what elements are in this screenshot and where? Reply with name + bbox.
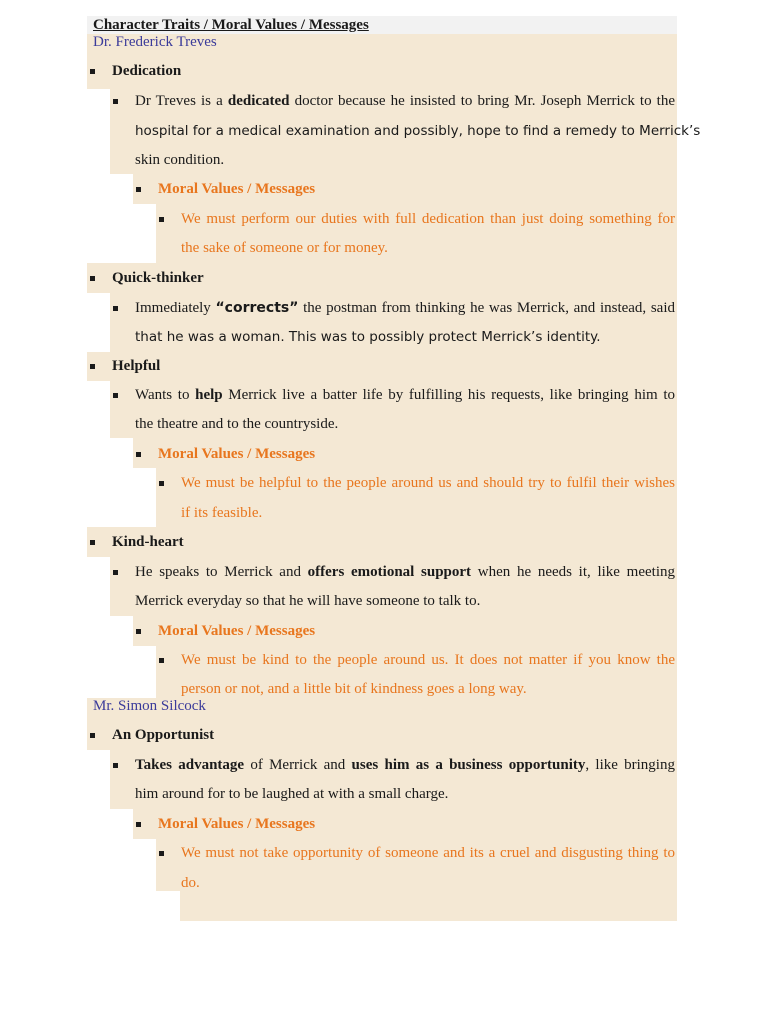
bullet-icon: [113, 763, 118, 768]
moral-message: We must perform our duties with full dedication than just doing something for: [181, 211, 675, 227]
shade-block: [180, 891, 677, 921]
bullet-icon: [113, 570, 118, 575]
moral-label: Moral Values / Messages: [158, 181, 316, 197]
moral-message-line: do.: [181, 875, 200, 891]
bullet-icon: [159, 217, 164, 222]
trait-label: An Opportunist: [112, 727, 215, 743]
trait-description-line: the theatre and to the countryside.: [135, 416, 339, 432]
moral-message-line: if its feasible.: [181, 505, 263, 521]
moral-message-line: the sake of someone or for money.: [181, 240, 388, 256]
bullet-icon: [136, 822, 141, 827]
trait-description-line: Merrick everyday so that he will have someone to talk to.: [135, 593, 481, 609]
trait-description-line: him around for to be laughed at with a small charge.: [135, 786, 449, 802]
bullet-icon: [90, 540, 95, 545]
bullet-icon: [90, 733, 95, 738]
moral-label: Moral Values / Messages: [158, 816, 316, 832]
bullet-icon: [90, 364, 95, 369]
moral-message-line: person or not, and a little bit of kindness goes a long way.: [181, 681, 527, 697]
trait-description: Takes advantage of Merrick and uses him as a business opportunity, like bringing: [135, 757, 675, 773]
moral-label: Moral Values / Messages: [158, 623, 316, 639]
trait-label: Quick-thinker: [112, 270, 204, 286]
trait-description-line: skin condition.: [135, 152, 225, 168]
moral-message: We must not take opportunity of someone and its a cruel and disgusting thing to: [181, 845, 675, 861]
section-heading: Mr. Simon Silcock: [93, 698, 206, 714]
bullet-icon: [136, 187, 141, 192]
trait-description: Wants to help Merrick live a batter life by fulfilling his requests, like bringing him to: [135, 387, 675, 403]
bullet-icon: [159, 851, 164, 856]
trait-label: Helpful: [112, 358, 161, 374]
bullet-icon: [113, 306, 118, 311]
trait-description: He speaks to Merrick and offers emotional support when he needs it, like meeting: [135, 564, 675, 580]
shade-block: [87, 352, 677, 381]
bullet-icon: [113, 393, 118, 398]
section-heading: Dr. Frederick Treves: [93, 34, 217, 50]
moral-message: We must be kind to the people around us. It does not matter if you know the: [181, 652, 675, 668]
trait-label: Kind-heart: [112, 534, 184, 550]
moral-label: Moral Values / Messages: [158, 446, 316, 462]
bullet-icon: [113, 99, 118, 104]
bullet-icon: [90, 69, 95, 74]
trait-label: Dedication: [112, 63, 182, 79]
bullet-icon: [90, 276, 95, 281]
page-title: Character Traits / Moral Values / Messages: [93, 17, 369, 33]
trait-description-line: that he was a woman. This was to possibly protect Merrick’s identity.: [135, 329, 601, 345]
bullet-icon: [159, 658, 164, 663]
bullet-icon: [136, 629, 141, 634]
trait-description-line: hospital for a medical examination and possibly, hope to find a remedy to Merrick’s: [135, 123, 701, 139]
bullet-icon: [159, 481, 164, 486]
trait-description: Dr Treves is a dedicated doctor because he insisted to bring Mr. Joseph Merrick to the: [135, 93, 675, 109]
trait-description: Immediately “corrects” the postman from thinking he was Merrick, and instead, said: [135, 300, 676, 316]
moral-message: We must be helpful to the people around us and should try to fulfil their wishes: [181, 475, 675, 491]
bullet-icon: [136, 452, 141, 457]
